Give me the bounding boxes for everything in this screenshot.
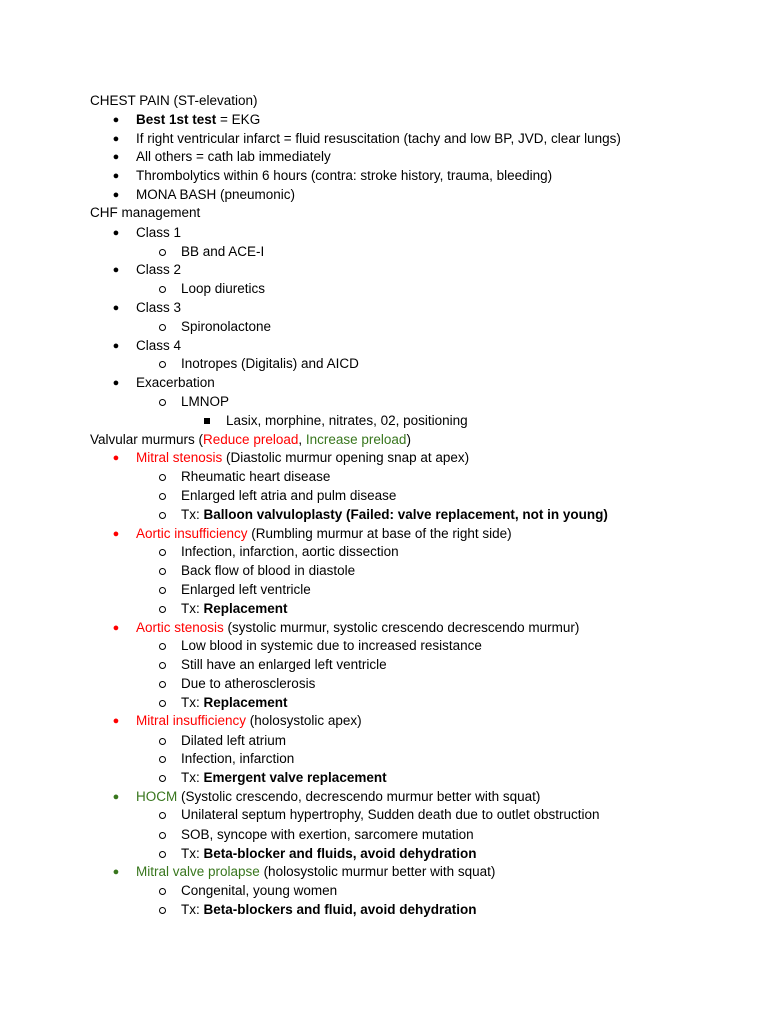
tx-label: Tx:: [181, 846, 204, 861]
heading-text: [90, 431, 411, 449]
item-text: [181, 694, 288, 712]
tx-label: Tx:: [181, 770, 204, 785]
item-text: Loop diuretics: [181, 281, 266, 296]
reduce-preload-label: Reduce preload: [203, 432, 299, 447]
circle-bullet-icon: [159, 907, 166, 914]
item-text: Enlarged left atria and pulm disease: [181, 488, 397, 503]
item-text: [181, 506, 608, 524]
condition-desc: (holosystolic apex): [246, 713, 362, 728]
item-text: [136, 712, 362, 730]
condition-name: Aortic insufficiency: [136, 526, 248, 541]
circle-bullet-icon: [159, 756, 166, 763]
condition-desc: (Rumbling murmur at base of the right side): [247, 526, 512, 541]
bullet-icon: ●: [112, 151, 120, 163]
item-text: [136, 525, 512, 543]
bullet-icon: ●: [112, 340, 120, 352]
item-text: Class 3: [136, 300, 182, 315]
item-text: LMNOP: [181, 394, 230, 409]
item-text: Exacerbation: [136, 375, 215, 390]
item-text: Class 4: [136, 338, 182, 353]
circle-bullet-icon: [159, 662, 166, 669]
tx-label: Tx:: [181, 902, 204, 917]
circle-bullet-icon: [159, 399, 166, 406]
item-text: [136, 863, 495, 881]
circle-bullet-icon: [159, 888, 166, 895]
circle-bullet-icon: [159, 474, 166, 481]
bullet-icon: ●: [112, 528, 120, 540]
tx-value: Beta-blockers and fluid, avoid dehydration: [203, 902, 477, 917]
bullet-icon: ●: [112, 114, 120, 126]
condition-desc: (holosystolic murmur better with squat): [259, 864, 496, 879]
bullet-icon: ●: [112, 715, 120, 727]
item-text: [181, 845, 477, 863]
tx-value: Balloon valvuloplasty (Failed: valve replacement, not in young): [203, 507, 608, 522]
tx-value: Beta-blocker and fluids, avoid dehydration: [203, 846, 477, 861]
item-text: Lasix, morphine, nitrates, 02, positioning: [226, 413, 468, 428]
bullet-icon: ●: [112, 189, 120, 201]
condition-name: Mitral stenosis: [136, 450, 223, 465]
item-text: [136, 619, 579, 637]
circle-bullet-icon: [159, 851, 166, 858]
bullet-icon: ●: [112, 622, 120, 634]
circle-bullet-icon: [159, 643, 166, 650]
circle-bullet-icon: [159, 249, 166, 256]
bullet-icon: ●: [112, 264, 120, 276]
item-text: Class 2: [136, 262, 182, 277]
circle-bullet-icon: [159, 493, 166, 500]
circle-bullet-icon: [159, 587, 166, 594]
item-text: MONA BASH (pneumonic): [136, 187, 296, 202]
item-text: [181, 600, 288, 618]
circle-bullet-icon: [159, 738, 166, 745]
circle-bullet-icon: [159, 606, 166, 613]
item-text: Back flow of blood in diastole: [181, 563, 356, 578]
item-text: SOB, syncope with exertion, sarcomere mutation: [181, 827, 474, 842]
circle-bullet-icon: [159, 681, 166, 688]
condition-desc: (systolic murmur, systolic crescendo decrescendo murmur): [223, 620, 580, 635]
heading-part: ): [406, 432, 411, 447]
circle-bullet-icon: [159, 512, 166, 519]
bullet-icon: ●: [112, 791, 120, 803]
circle-bullet-icon: [159, 700, 166, 707]
item-text: Unilateral septum hypertrophy, Sudden death due to outlet obstruction: [181, 807, 600, 822]
item-text: Dilated left atrium: [181, 733, 287, 748]
plain-text: = EKG: [216, 112, 261, 127]
tx-value: Emergent valve replacement: [203, 770, 387, 785]
bullet-icon: ●: [112, 133, 120, 145]
item-text: Class 1: [136, 225, 182, 240]
heading-part: Valvular murmurs (: [90, 432, 204, 447]
circle-bullet-icon: [159, 324, 166, 331]
item-text: Infection, infarction, aortic dissection: [181, 544, 399, 559]
item-text: [136, 449, 469, 467]
square-bullet-icon: [204, 418, 210, 424]
circle-bullet-icon: [159, 568, 166, 575]
circle-bullet-icon: [159, 286, 166, 293]
item-text: Due to atherosclerosis: [181, 676, 316, 691]
tx-value: Replacement: [203, 601, 288, 616]
bullet-icon: ●: [112, 170, 120, 182]
bold-text: Best 1st test: [136, 112, 217, 127]
tx-label: Tx:: [181, 601, 204, 616]
item-text: [136, 788, 540, 806]
item-text: [136, 111, 260, 129]
heading-part: ,: [298, 432, 306, 447]
item-text: Still have an enlarged left ventricle: [181, 657, 387, 672]
circle-bullet-icon: [159, 812, 166, 819]
item-text: Low blood in systemic due to increased resistance: [181, 638, 482, 653]
item-text: [181, 901, 477, 919]
bullet-icon: ●: [112, 227, 120, 239]
item-text: Inotropes (Digitalis) and AICD: [181, 356, 359, 371]
bullet-icon: ●: [112, 377, 120, 389]
condition-name: Mitral insufficiency: [136, 713, 247, 728]
item-text: BB and ACE-I: [181, 244, 265, 259]
bullet-icon: ●: [112, 866, 120, 878]
heading-text: CHEST PAIN (ST-elevation): [90, 93, 258, 108]
condition-desc: (Systolic crescendo, decrescendo murmur better with squat): [177, 789, 541, 804]
bullet-icon: ●: [112, 452, 120, 464]
circle-bullet-icon: [159, 361, 166, 368]
bullet-icon: ●: [112, 302, 120, 314]
circle-bullet-icon: [159, 775, 166, 782]
condition-name: Mitral valve prolapse: [136, 864, 260, 879]
item-text: If right ventricular infarct = fluid resuscitation (tachy and low BP, JVD, clear lungs): [136, 131, 621, 146]
circle-bullet-icon: [159, 832, 166, 839]
tx-label: Tx:: [181, 507, 204, 522]
item-text: Thrombolytics within 6 hours (contra: stroke history, trauma, bleeding): [136, 168, 553, 183]
heading-text: CHF management: [90, 205, 201, 220]
condition-desc: (Diastolic murmur opening snap at apex): [222, 450, 470, 465]
item-text: Spironolactone: [181, 319, 272, 334]
circle-bullet-icon: [159, 549, 166, 556]
item-text: Congenital, young women: [181, 883, 338, 898]
item-text: [181, 769, 387, 787]
item-text: Rheumatic heart disease: [181, 469, 331, 484]
tx-value: Replacement: [203, 695, 288, 710]
item-text: All others = cath lab immediately: [136, 149, 331, 164]
item-text: Enlarged left ventricle: [181, 582, 311, 597]
item-text: Infection, infarction: [181, 751, 295, 766]
tx-label: Tx:: [181, 695, 204, 710]
condition-name: Aortic stenosis: [136, 620, 224, 635]
increase-preload-label: Increase preload: [305, 432, 407, 447]
condition-name: HOCM: [136, 789, 178, 804]
